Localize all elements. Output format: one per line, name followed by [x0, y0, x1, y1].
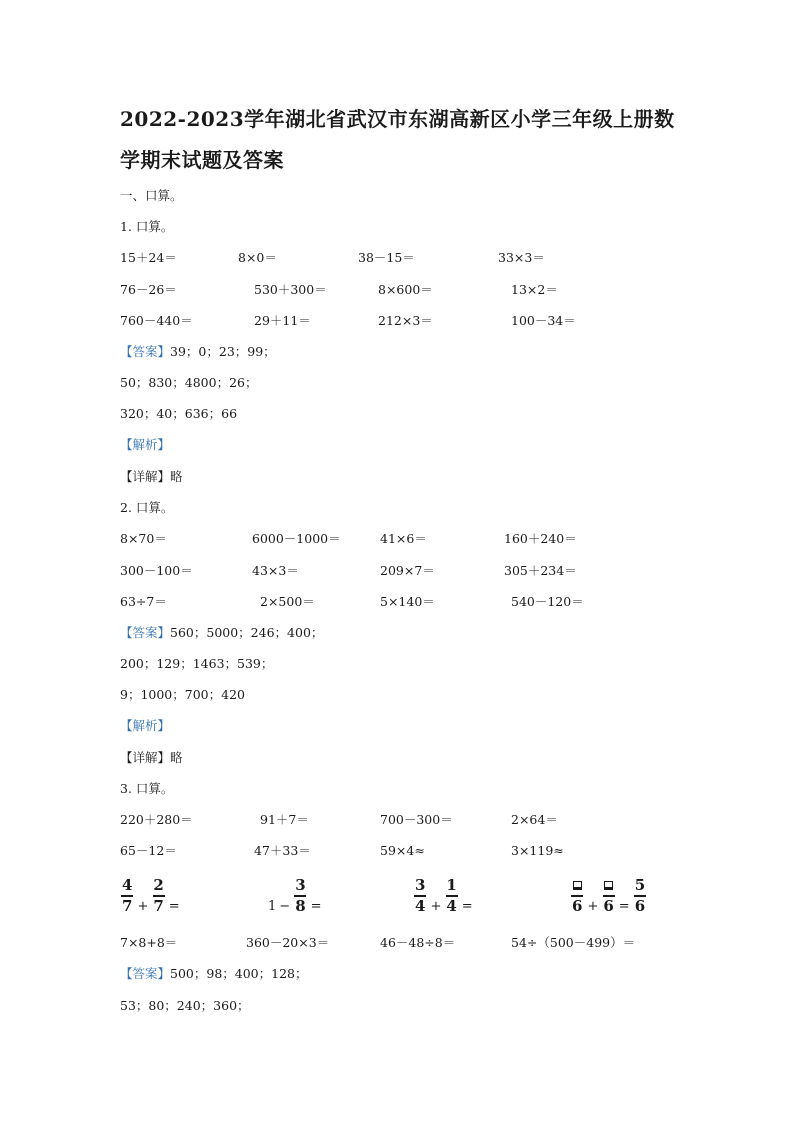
operator: −	[279, 899, 291, 914]
answer-text: 560；5000；246；400；	[170, 625, 324, 640]
denominator: 4	[415, 897, 426, 915]
q2-r1-c3: 41×6＝	[380, 531, 427, 546]
q2-r3-c4: 540－120＝	[511, 594, 584, 609]
blank-box-icon	[604, 881, 613, 890]
section-heading: 一、口算。	[120, 188, 183, 203]
numerator: 5	[634, 876, 646, 894]
question-2-heading: 2. 口算。	[120, 500, 174, 515]
q1-r2-c2: 530＋300＝	[254, 282, 327, 297]
q2-answer-line-2: 200；129；1463；539；	[120, 656, 274, 671]
q1-analysis-label: 【解析】	[120, 437, 171, 452]
q1-r3-c3: 212×3＝	[378, 313, 433, 328]
equals-sign: =	[168, 899, 180, 914]
operator: +	[137, 899, 149, 914]
q1-r2-c1: 76－26＝	[120, 282, 177, 297]
operator: +	[587, 899, 599, 914]
denominator: 7	[153, 897, 164, 915]
denominator: 7	[122, 897, 133, 915]
fraction	[633, 878, 647, 914]
fraction	[570, 878, 584, 914]
q2-r1-c1: 8×70＝	[120, 531, 167, 546]
whole-number: 1	[268, 899, 277, 914]
fraction-expression-4	[570, 878, 647, 914]
numerator: 3	[415, 876, 426, 894]
q1-r3-c4: 100－34＝	[511, 313, 576, 328]
q1-r1-c2: 8×0＝	[238, 250, 277, 265]
q3-r1-c3: 700－300＝	[380, 812, 453, 827]
q1-r2-c3: 8×600＝	[378, 282, 433, 297]
q2-r3-c1: 63÷7＝	[120, 594, 167, 609]
q2-r2-c1: 300－100＝	[120, 563, 193, 578]
fraction	[120, 878, 134, 914]
operator: +	[430, 899, 442, 914]
denominator: 6	[603, 897, 614, 915]
q3-r2-c2: 47＋33＝	[254, 843, 311, 858]
fraction-expression-2	[268, 878, 325, 914]
fraction-expression-1	[120, 878, 183, 914]
q3-r1-c4: 2×64＝	[511, 812, 558, 827]
q2-r2-c2: 43×3＝	[252, 563, 299, 578]
denominator: 6	[572, 897, 583, 915]
equals-sign: =	[618, 899, 630, 914]
blank-box-icon	[573, 881, 582, 890]
q2-answer-line-3: 9；1000；700；420	[120, 687, 245, 702]
q3-r4-c3: 46－48÷8＝	[380, 935, 456, 950]
q1-r3-c1: 760－440＝	[120, 313, 193, 328]
q2-analysis-label: 【解析】	[120, 718, 171, 733]
q1-answer-line-2: 50；830；4800；26；	[120, 375, 258, 390]
page-title-line-1: 2022-2023学年湖北省武汉市东湖高新区小学三年级上册数	[120, 107, 675, 131]
q3-answer-line-1	[120, 968, 308, 981]
q1-r1-c1: 15＋24＝	[120, 250, 177, 265]
detail-label: 【详解】	[120, 469, 171, 484]
denominator: 6	[634, 897, 646, 915]
q2-r3-c2: 2×500＝	[260, 594, 315, 609]
numerator: 3	[295, 876, 306, 894]
q2-r1-c2: 6000－1000＝	[252, 531, 341, 546]
fraction-expression-3	[413, 878, 476, 914]
q2-r3-c3: 5×140＝	[380, 594, 435, 609]
question-3-heading: 3. 口算。	[120, 781, 174, 796]
denominator: 4	[446, 897, 457, 915]
q3-answer-line-2: 53；80；240；360；	[120, 998, 250, 1013]
q1-r2-c4: 13×2＝	[511, 282, 558, 297]
q2-r2-c3: 209×7＝	[380, 563, 435, 578]
answer-text: 39；0；23；99；	[170, 344, 276, 359]
q1-r1-c3: 38－15＝	[358, 250, 415, 265]
q3-r1-c2: 91＋7＝	[260, 812, 309, 827]
q3-r4-c1: 7×8+8＝	[120, 935, 178, 950]
answer-label: 【答案】	[120, 625, 171, 640]
fraction	[151, 878, 165, 914]
q2-r1-c4: 160＋240＝	[504, 531, 577, 546]
denominator: 8	[295, 897, 306, 915]
numerator: 2	[153, 876, 164, 894]
q2-r2-c4: 305＋234＝	[504, 563, 577, 578]
answer-label: 【答案】	[120, 966, 171, 981]
q2-detail	[120, 752, 183, 765]
equals-sign: =	[310, 899, 322, 914]
fraction	[293, 878, 307, 914]
numerator: 1	[446, 876, 457, 894]
q3-r2-c4: 3×119≈	[511, 843, 564, 858]
q3-r4-c2: 360－20×3＝	[246, 935, 330, 950]
equals-sign: =	[461, 899, 473, 914]
q1-detail	[120, 471, 183, 484]
detail-label: 【详解】	[120, 750, 171, 765]
answer-label: 【答案】	[120, 344, 171, 359]
numerator: 4	[122, 876, 133, 894]
q1-r3-c2: 29＋11＝	[254, 313, 311, 328]
q3-r4-c4: 54÷（500－499）＝	[511, 935, 636, 950]
fraction	[601, 878, 615, 914]
q3-r2-c3: 59×4≈	[380, 843, 425, 858]
fraction	[444, 878, 458, 914]
q2-answer-line-1	[120, 627, 323, 640]
q3-r1-c1: 220＋280＝	[120, 812, 193, 827]
page-title-line-2: 学期末试题及答案	[120, 148, 284, 172]
question-1-heading: 1. 口算。	[120, 219, 174, 234]
fraction	[413, 878, 427, 914]
answer-text: 500；98；400；128；	[170, 966, 308, 981]
detail-text: 略	[170, 469, 183, 484]
q3-r2-c1: 65－12＝	[120, 843, 177, 858]
q1-r1-c4: 33×3＝	[498, 250, 545, 265]
q1-answer-line-3: 320；40；636；66	[120, 406, 238, 421]
detail-text: 略	[170, 750, 183, 765]
q1-answer-line-1	[120, 346, 276, 359]
